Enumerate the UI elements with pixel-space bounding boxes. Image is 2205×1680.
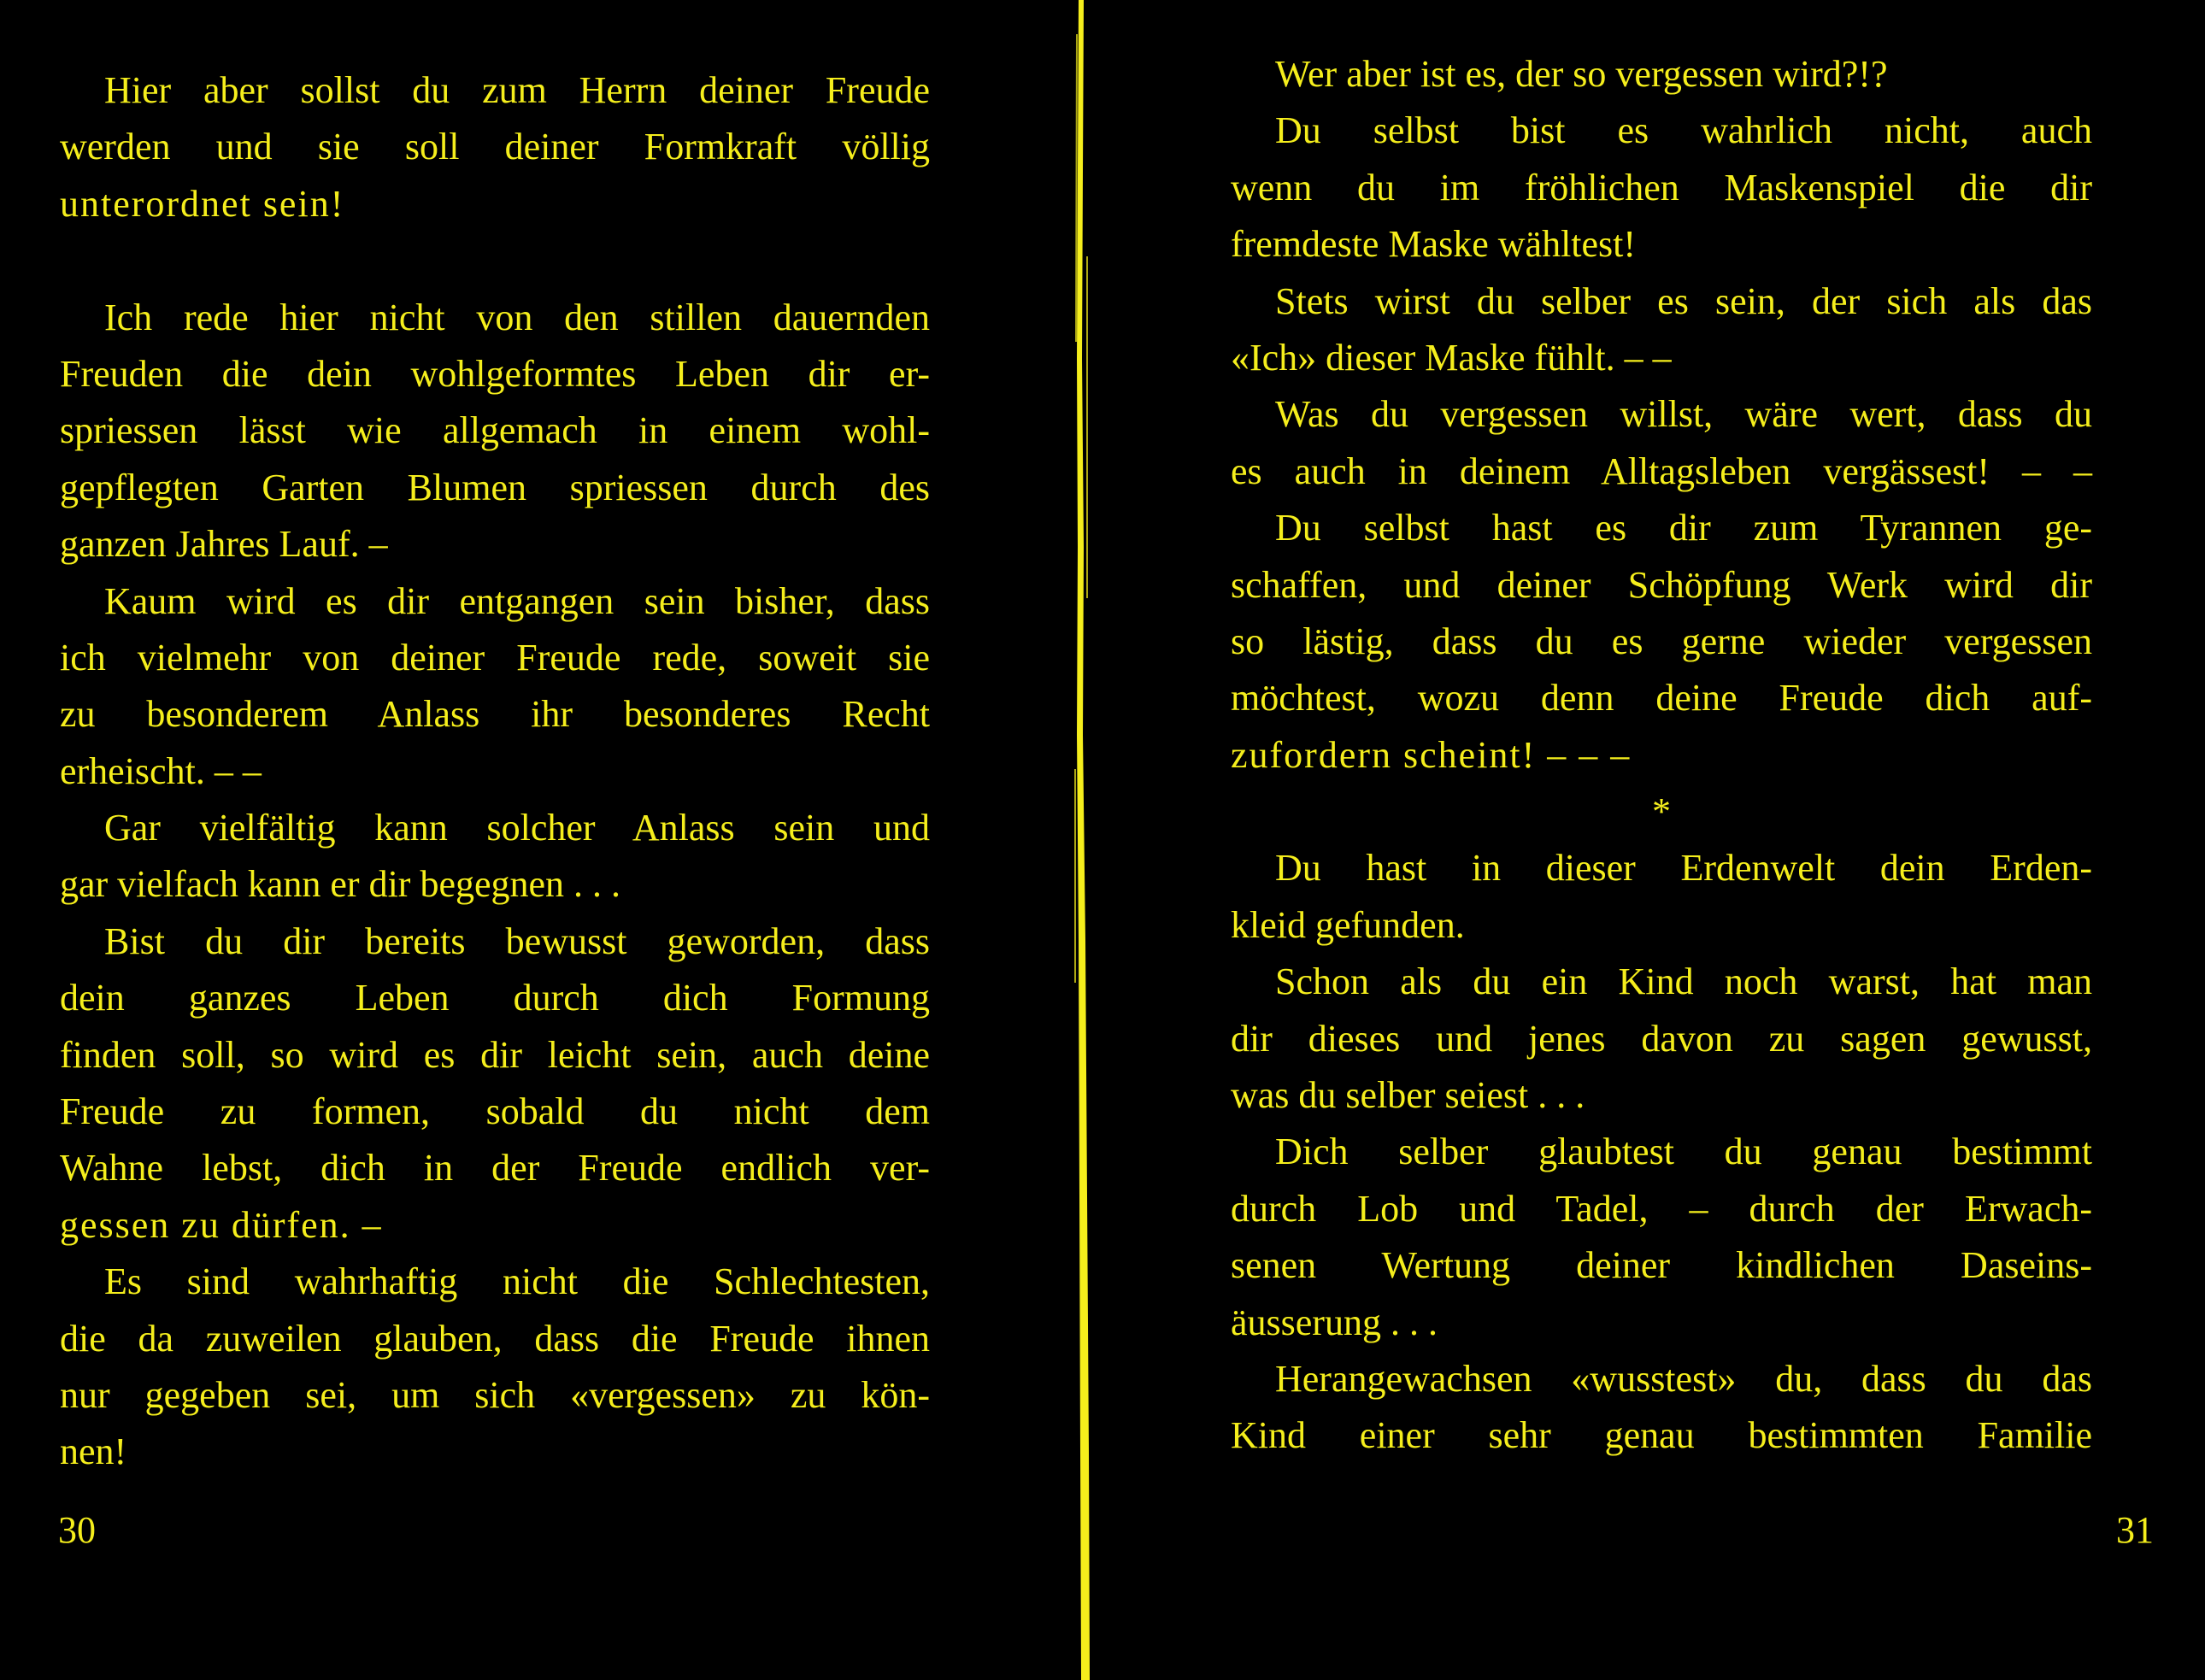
text-line: nur gegeben sei, um sich «vergessen» zu kön- bbox=[60, 1373, 930, 1416]
text-line: kleid gefunden. bbox=[1231, 903, 1465, 946]
text-line: gar vielfach kann er dir begegnen . . . bbox=[60, 863, 621, 906]
text-line: zufordern scheint! – – – bbox=[1231, 733, 1632, 776]
left-page bbox=[0, 0, 1068, 1680]
text-line: schaffen, und deiner Schöpfung Werk wird dir bbox=[1231, 563, 2092, 606]
right-page-text bbox=[1231, 46, 2092, 1465]
text-line: Hier aber sollst du zum Herrn deiner Freude bbox=[104, 69, 930, 111]
text-line: «Ich» dieser Maske fühlt. – – bbox=[1231, 336, 1672, 379]
page-number: 30 bbox=[58, 1509, 96, 1551]
text-line: Wahne lebst, dich in der Freude endlich ver- bbox=[60, 1147, 930, 1190]
text-line: Freuden die dein wohlgeformtes Leben dir er- bbox=[60, 352, 930, 395]
text-line: Du hast in dieser Erdenwelt dein Erden- bbox=[1275, 847, 2092, 890]
text-line: Herangewachsen «wusstest» du, dass du das bbox=[1275, 1357, 2092, 1400]
text-line: erheischt. – – bbox=[60, 749, 262, 792]
text-line: nen! bbox=[60, 1430, 127, 1473]
text-line: möchtest, wozu denn deine Freude dich auf- bbox=[1231, 677, 2092, 720]
text-line: wenn du im fröhlichen Maskenspiel die dir bbox=[1231, 166, 2092, 209]
text-line: dir dieses und jenes davon zu sagen gewusst, bbox=[1231, 1017, 2092, 1060]
text-line: was du selber seiest . . . bbox=[1231, 1074, 1585, 1117]
text-line: äusserung . . . bbox=[1231, 1301, 1438, 1343]
text-line: Dich selber glaubtest du genau bestimmt bbox=[1275, 1131, 2092, 1173]
text-line: gessen zu dürfen. – bbox=[60, 1203, 383, 1246]
text-line: Kind einer sehr genau bestimmten Familie bbox=[1231, 1414, 2092, 1457]
text-line: senen Wertung deiner kindlichen Daseins- bbox=[1231, 1244, 2092, 1287]
right-page bbox=[1094, 0, 2205, 1680]
text-line: Stets wirst du selber es sein, der sich als das bbox=[1275, 279, 2092, 322]
text-line: Ich rede hier nicht von den stillen dauernden bbox=[104, 296, 930, 338]
text-line: spriessen lässt wie allgemach in einem wohl- bbox=[60, 409, 930, 452]
text-line: Wer aber ist es, der so vergessen wird?!? bbox=[1275, 53, 1888, 95]
text-line: Bist du dir bereits bewusst geworden, dass bbox=[104, 919, 930, 962]
text-line: dein ganzes Leben durch dich Formung bbox=[60, 977, 930, 1019]
text-line: Was du vergessen willst, wäre wert, dass du bbox=[1275, 393, 2092, 436]
text-line: werden und sie soll deiner Formkraft völlig bbox=[60, 126, 930, 168]
text-line: Kaum wird es dir entgangen sein bisher, dass bbox=[104, 579, 930, 622]
text-line: unterordnet sein! bbox=[60, 182, 345, 225]
text-line: Freude zu formen, sobald du nicht dem bbox=[60, 1090, 930, 1133]
section-divider-asterisk: * bbox=[1652, 790, 1671, 833]
blank-line bbox=[60, 232, 930, 289]
text-line: zu besonderem Anlass ihr besonderes Recht bbox=[60, 693, 930, 736]
text-line: fremdeste Maske wähltest! bbox=[1231, 223, 1637, 266]
text-line: Gar vielfältig kann solcher Anlass sein und bbox=[104, 807, 930, 849]
text-line: finden soll, so wird es dir leicht sein, auch deine bbox=[60, 1033, 930, 1076]
text-line: die da zuweilen glauben, dass die Freude ihnen bbox=[60, 1317, 930, 1360]
text-line: Es sind wahrhaftig nicht die Schlechtesten, bbox=[104, 1260, 930, 1303]
text-line: so lästig, dass du es gerne wieder vergessen bbox=[1231, 620, 2092, 662]
text-line: durch Lob und Tadel, – durch der Erwach- bbox=[1231, 1187, 2092, 1230]
gutter-shadow-line bbox=[1077, 0, 1090, 1680]
text-line: Schon als du ein Kind noch warst, hat man bbox=[1275, 960, 2092, 1003]
left-page-text bbox=[60, 62, 930, 1481]
text-line: es auch in deinem Alltagsleben vergässest! – – bbox=[1231, 449, 2092, 492]
text-line: gepflegten Garten Blumen spriessen durch des bbox=[60, 466, 930, 508]
text-line: Du selbst bist es wahrlich nicht, auch bbox=[1275, 109, 2092, 152]
page-number: 31 bbox=[2116, 1509, 2154, 1551]
text-line: ganzen Jahres Lauf. – bbox=[60, 523, 388, 566]
text-line: Du selbst hast es dir zum Tyrannen ge- bbox=[1275, 507, 2092, 549]
text-line: ich vielmehr von deiner Freude rede, soweit sie bbox=[60, 636, 930, 678]
